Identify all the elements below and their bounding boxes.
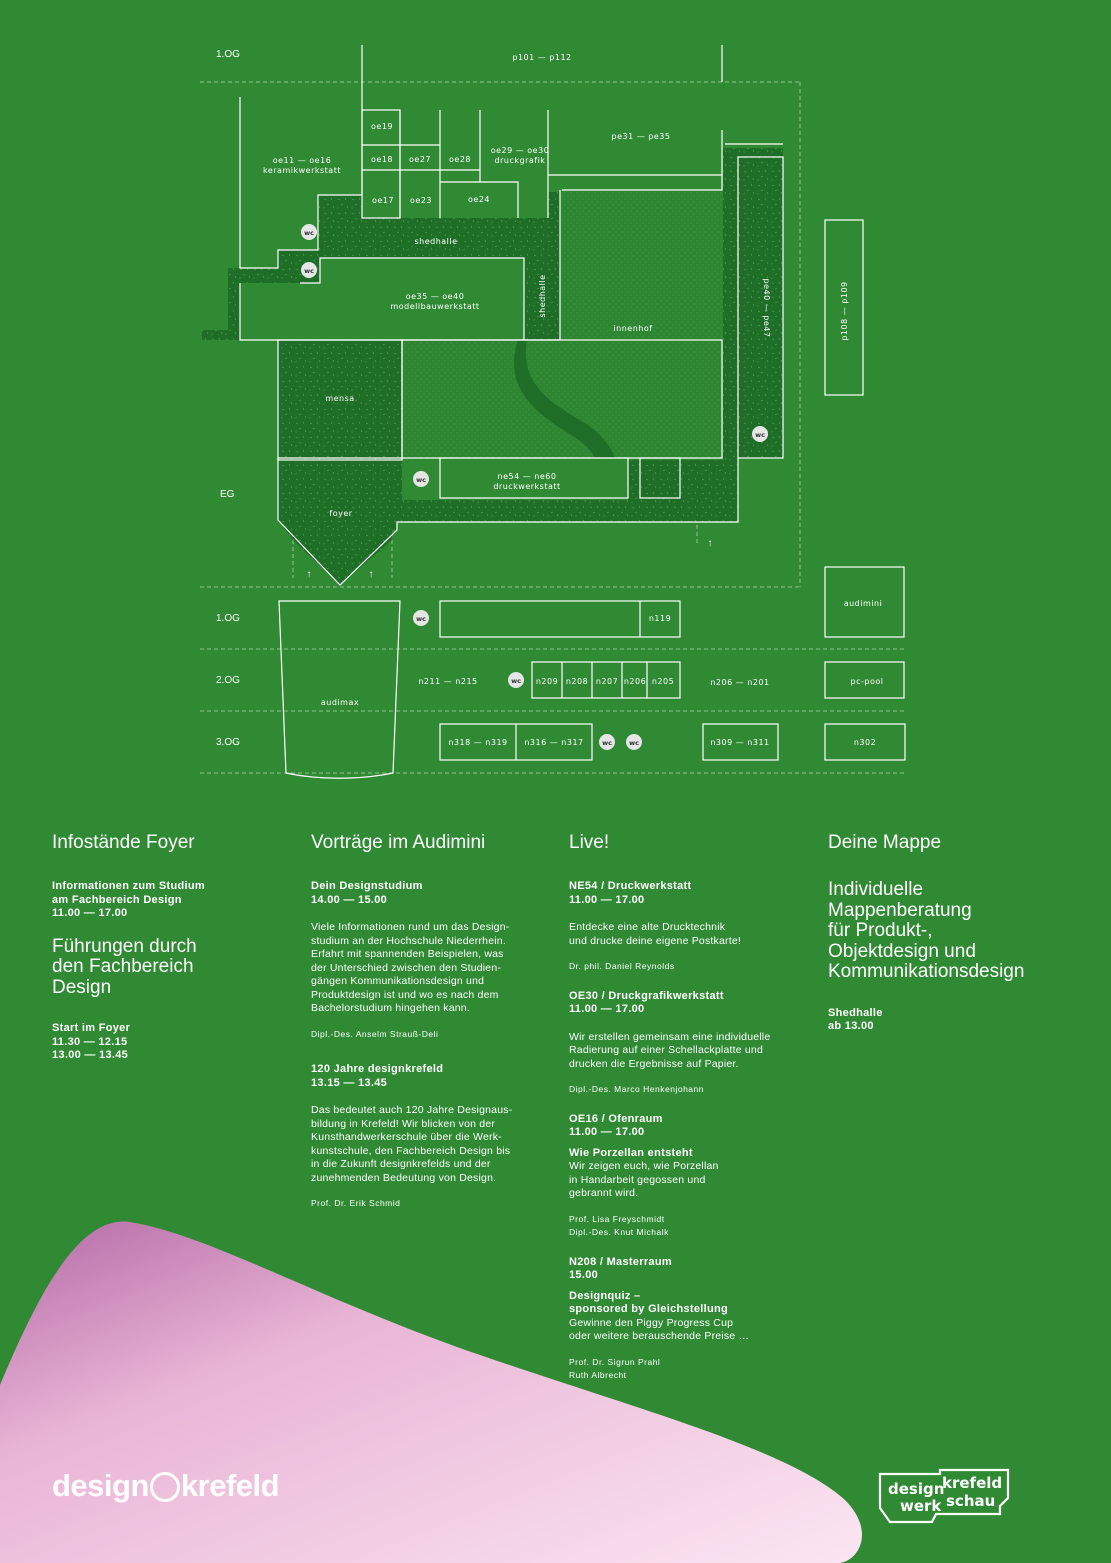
room-pe31-pe35: pe31 — pe35	[611, 132, 671, 141]
event-120-jahre: 120 Jahre designkrefeld 13.15 — 13.45 Das bedeutet auch 120 Jahre Designaus- bildung in Krefeld! Wir blicken von der Kunsthandwerkerschule über die Werk- kunstschule, den Fachbereich Design bis in die Zukunft designkrefelds und der zunehmenden Bedeutung von Design. Prof. Dr. Erik Schmid	[311, 1063, 551, 1211]
svg-text:wc: wc	[755, 431, 765, 439]
room-oe29-oe30: oe29 — oe30	[490, 146, 550, 155]
wc-icon	[752, 426, 768, 442]
floor-label-1og: 1.OG	[216, 613, 240, 624]
room-p108-p109: p108 — p109	[840, 281, 849, 341]
room-ne54-ne60: ne54 — ne60	[497, 472, 557, 481]
floor-label-1og-top: 1.OG	[216, 49, 240, 60]
room-n119: n119	[648, 614, 672, 623]
svg-text:wc: wc	[304, 229, 314, 237]
entrance-arrow-icon: ↑	[306, 569, 312, 580]
floor-label-eg: EG	[220, 489, 235, 500]
room-oe19: oe19	[371, 122, 393, 131]
wc-icon	[301, 224, 317, 240]
room-druckgrafik: druckgrafik	[494, 156, 546, 165]
room-oe11-oe16: oe11 — oe16	[272, 156, 332, 165]
room-p101-p112: p101 — p112	[512, 53, 572, 62]
room-n209: n209	[535, 677, 559, 686]
room-n316-n317: n316 — n317	[524, 738, 584, 747]
room-shedhalle: shedhalle	[414, 237, 458, 246]
room-foyer: foyer	[329, 509, 353, 518]
room-n205: n205	[651, 677, 675, 686]
room-n302: n302	[853, 738, 877, 747]
event-ne54: NE54 / Druckwerkstatt 11.00 — 17.00 Entdecke eine alte Drucktechnik und drucke deine eigene Postkarte! Dr. phil. Daniel Reynolds	[569, 880, 741, 971]
heading-live: Live!	[569, 832, 610, 853]
svg-text:schau: schau	[946, 1492, 996, 1510]
werkschau-logo	[876, 1468, 1012, 1524]
room-mensa: mensa	[325, 394, 355, 403]
room-modellbauwerkstatt: modellbauwerkstatt	[390, 302, 480, 311]
column-infostaende: Infostände Foyer Informationen zum Studium am Fachbereich Design 11.00 — 17.00 Führungen durch den Fachbereich Design Start im Foyer 11.30 — 12.15 13.00 — 13.45	[52, 832, 292, 1079]
room-n207: n207	[595, 677, 619, 686]
room-oe28: oe28	[449, 155, 471, 164]
room-n208: n208	[565, 677, 589, 686]
room-oe27: oe27	[409, 155, 431, 164]
column-vortraege	[311, 832, 551, 1227]
room-pe40-pe47: pe40 — pe47	[762, 278, 771, 338]
event-n208: N208 / Masterraum 15.00 Designquiz – sponsored by Gleichstellung Gewinne den Piggy Progress Cup oder weitere berauschende Preise … Prof. Dr. Sigrun Prahl Ruth Albrecht	[569, 1255, 750, 1380]
room-shedhalle-vertical: shedhalle	[538, 274, 547, 318]
room-oe35-oe40: oe35 — oe40	[405, 292, 465, 301]
room-oe18: oe18	[371, 155, 393, 164]
heading-mappe: Deine Mappe	[828, 832, 942, 853]
room-n309-n311: n309 — n311	[710, 738, 770, 747]
wc-icon	[626, 734, 642, 750]
svg-text:krefeld: krefeld	[942, 1474, 1003, 1492]
event-oe30: OE30 / Druckgrafikwerkstatt 11.00 — 17.00 Wir erstellen gemeinsam eine individuelle Radierung auf einer Schellackplatte und drucken die Ergebnisse auf Papier. Dipl.-Des. Marco Henkenjohann	[569, 989, 771, 1094]
heading-vortraege: Vorträge im Audimini	[311, 832, 486, 853]
room-oe23: oe23	[410, 196, 432, 205]
svg-text:wc: wc	[416, 615, 426, 623]
column-live	[569, 832, 809, 1399]
wc-icon	[599, 734, 615, 750]
room-keramikwerkstatt: keramikwerkstatt	[263, 166, 341, 175]
floor-label-2og: 2.OG	[216, 675, 240, 686]
room-audimini: audimini	[843, 599, 883, 608]
room-n318-n319: n318 — n319	[448, 738, 508, 747]
room-innenhof: innenhof	[613, 324, 653, 333]
svg-text:wc: wc	[304, 267, 314, 275]
svg-text:design: design	[888, 1480, 945, 1498]
entrance-arrow-icon: ↑	[368, 569, 374, 580]
event-designstudium: Dein Designstudium 14.00 — 15.00 Viele Informationen rund um das Design- studium an der Hochschule Niederrhein. Erfahrt mit spannenden Beispielen, was der Unterschied zwischen den Studien- gängen Kommunikationsdesign und Produktdesign ist und wo es nach dem Bachelorstudium hingehen kann. Dipl.-Des. Anselm Strauß-Deli	[311, 880, 551, 1041]
wc-icon	[301, 262, 317, 278]
event-oe16: OE16 / Ofenraum 11.00 — 17.00 Wie Porzellan entsteht Wir zeigen euch, wie Porzellan in Handarbeit gegossen und gebrannt wird. Prof. Lisa Freyschmidt Dipl.-Des. Knut Michalk	[569, 1112, 719, 1237]
room-audimax: audimax	[320, 698, 360, 707]
room-oe17: oe17	[372, 196, 394, 205]
designkrefeld-logo: design krefeld	[52, 1468, 280, 1503]
heading-fuehrungen: Führungen durch den Fachbereich Design	[52, 935, 197, 998]
entrance-arrow-icon: ↑	[707, 538, 713, 549]
room-oe24: oe24	[468, 195, 490, 204]
floor-label-3og: 3.OG	[216, 737, 240, 748]
room-druckwerkstatt: druckwerkstatt	[493, 482, 561, 491]
wc-icon	[508, 672, 524, 688]
wc-icon	[413, 471, 429, 487]
room-pc-pool: pc-pool	[850, 677, 884, 686]
svg-text:wc: wc	[511, 677, 521, 685]
room-n206-n201: n206 — n201	[710, 678, 770, 687]
event-description: Das bedeutet auch 120 Jahre Designaus- bildung in Krefeld! Wir blicken von der Kunsthandwerkerschule über die Werk- kunstschule, den Fachbereich Design bis in die Zukunft designkrefelds und der zunehmenden Bedeutung von Design.	[311, 1104, 513, 1184]
heading-mappenberatung: Individuelle Mappenberatung für Produkt-, Objektdesign und Kommunikationsdesign	[828, 879, 1025, 982]
heading-infostaende: Infostände Foyer	[52, 832, 195, 853]
room-n206: n206	[623, 677, 647, 686]
column-mappe: Deine Mappe Individuelle Mappenberatung für Produkt-, Objektdesign und Kommunikationsdesign Shedhalle ab 13.00	[828, 832, 1068, 1050]
svg-text:wc: wc	[629, 739, 639, 747]
svg-text:werk: werk	[900, 1497, 942, 1515]
svg-text:wc: wc	[416, 476, 426, 484]
wc-icon	[413, 610, 429, 626]
svg-text:wc: wc	[602, 739, 612, 747]
room-n211-n215: n211 — n215	[418, 677, 478, 686]
event-description: Viele Informationen rund um das Design- studium an der Hochschule Niederrhein. Erfahrt mit spannenden Beispielen, was der Unterschied zwischen den Studien- gängen Kommunikationsdesign und Produktdesign ist und wo es nach dem Bachelorstudium hingehen kann.	[311, 921, 510, 1014]
